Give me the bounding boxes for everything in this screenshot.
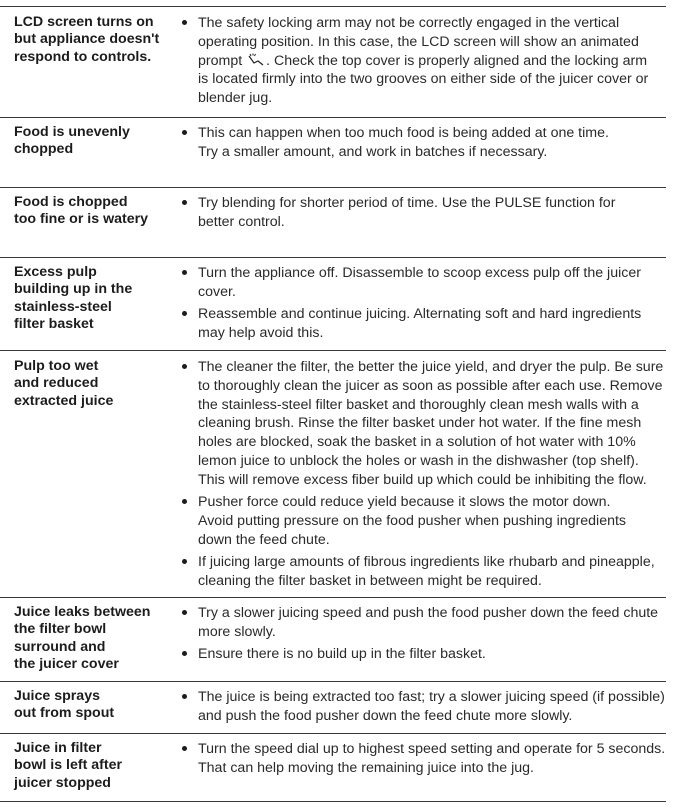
- solution-text: Try a slower juicing speed and push the food pusher down the feed chute more slowly.: [198, 605, 659, 640]
- problem-label: Juice in filter bowl is left after juicer stopped: [14, 740, 122, 791]
- solution-item: [180, 264, 670, 302]
- solution-item: [180, 358, 670, 490]
- solution-item: [180, 305, 670, 343]
- row-divider: [0, 257, 666, 258]
- solution-item: [180, 604, 670, 642]
- solution-list: [180, 740, 670, 781]
- solution-text: This can happen when too much food is being added at one time. Try a smaller amount, and work in batches if necessary.: [198, 125, 609, 160]
- solution-item: [180, 493, 670, 549]
- solution-text: The safety locking arm may not be correctly engaged in the vertical operating position. In this case, the LCD screen will show an animated prompt: [198, 15, 639, 69]
- solution-list: [180, 604, 670, 667]
- bullet-icon: [182, 610, 187, 615]
- bullet-icon: [182, 200, 187, 205]
- solution-list: [180, 124, 670, 165]
- solution-item: [180, 194, 670, 232]
- solution-text: The juice is being extracted too fast; try a slower juicing speed (if possible) and push the food pusher down the feed chute more slowly.: [198, 689, 665, 724]
- solution-text: Try blending for shorter period of time. Use the PULSE function for better control.: [198, 195, 616, 230]
- solution-item: [180, 688, 670, 726]
- problem-label: Juice leaks between the filter bowl surround and the juicer cover: [14, 604, 151, 672]
- bullet-icon: [182, 20, 187, 25]
- solution-text: Turn the speed dial up to highest speed setting and operate for 5 seconds. That can help moving the remaining juice into the jug.: [198, 741, 666, 776]
- solution-item: [180, 740, 670, 778]
- solution-list: [180, 264, 670, 346]
- solution-text: Turn the appliance off. Disassemble to scoop excess pulp off the juicer cover.: [198, 265, 641, 300]
- solution-item: [180, 124, 670, 162]
- solution-text: Ensure there is no build up in the filter basket.: [198, 646, 486, 663]
- solution-list: [180, 688, 670, 729]
- problem-label: LCD screen turns on but appliance doesn't respond to controls.: [14, 14, 160, 65]
- solution-text: Pusher force could reduce yield because it slows the motor down. Avoid putting pressure on the food pusher when pushing ingredients down the feed chute.: [198, 494, 627, 548]
- row-divider: [0, 733, 666, 734]
- solution-text: The cleaner the filter, the better the juice yield, and dryer the pulp. Be sure to thoroughly clean the juicer as soon as possible after each use. Remove the stainless-steel filter basket and thoroughly clean mesh walls with a cleaning brush. Rinse the filter basket under hot water. If the fine mesh holes are blocked, soak the basket in a solution of hot water with 10% lemon juice to unblock the holes or wash in the dishwasher (top shelf). This will remove excess fiber build up which could be inhibiting the flow.: [198, 359, 664, 488]
- row-divider: [0, 681, 666, 682]
- row-divider: [0, 187, 666, 188]
- row-divider: [0, 6, 666, 7]
- bullet-icon: [182, 694, 187, 699]
- solution-item: [180, 553, 670, 591]
- row-divider: [0, 117, 666, 118]
- bullet-icon: [182, 499, 187, 504]
- solution-item: [180, 645, 670, 664]
- bullet-icon: [182, 651, 187, 656]
- bullet-icon: [182, 559, 187, 564]
- solution-text: Reassemble and continue juicing. Alternating soft and hard ingredients may help avoid this.: [198, 306, 642, 341]
- solution-list: [180, 194, 670, 235]
- solution-list: [180, 14, 670, 111]
- row-divider: [0, 350, 666, 351]
- solution-text: If juicing large amounts of fibrous ingredients like rhubarb and pineapple, cleaning the filter basket in between might be required.: [198, 553, 655, 589]
- row-divider: [0, 801, 666, 802]
- problem-label: Juice sprays out from spout: [14, 688, 115, 722]
- problem-label: Excess pulp building up in the stainless-steel filter basket: [14, 264, 133, 332]
- bullet-icon: [182, 746, 187, 751]
- hand-press-icon: [247, 53, 265, 67]
- bullet-icon: [182, 270, 187, 275]
- problem-label: Pulp too wet and reduced extracted juice: [14, 358, 114, 409]
- solution-text: . Check the top cover is properly aligned and the locking arm is located firmly into the two grooves on either side of the juicer cover or blender jug.: [198, 52, 649, 107]
- solution-item: [180, 14, 670, 108]
- bullet-icon: [182, 364, 187, 369]
- solution-list: [180, 358, 670, 594]
- bullet-icon: [182, 130, 187, 135]
- problem-label: Food is chopped too fine or is watery: [14, 194, 149, 228]
- bullet-icon: [182, 311, 187, 316]
- problem-label: Food is unevenly chopped: [14, 124, 130, 158]
- row-divider: [0, 597, 666, 598]
